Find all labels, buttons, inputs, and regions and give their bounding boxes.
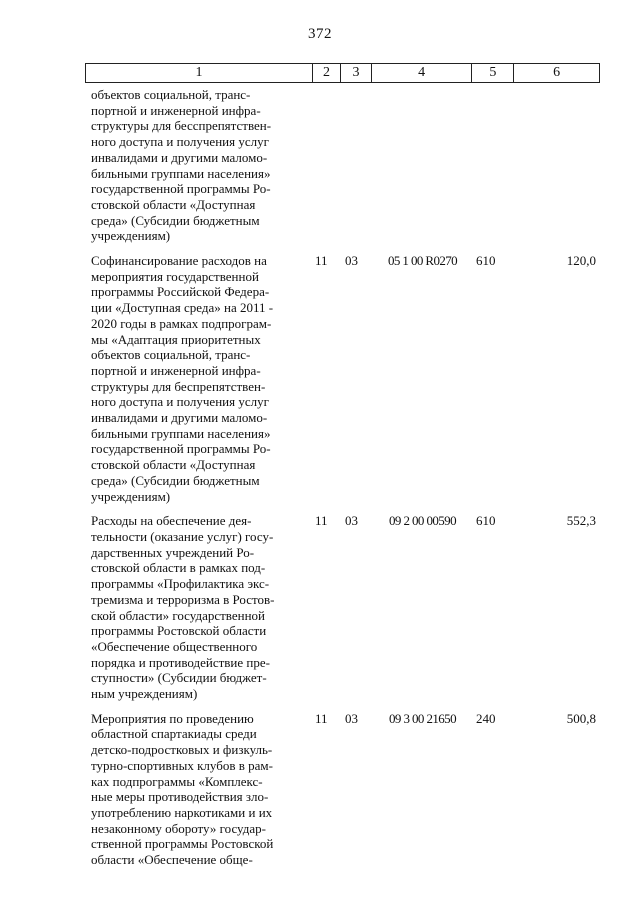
page-number: 372 [308,26,332,42]
row-description: Мероприятия по проведению областной спартакиады среди детско-подростковых и физкуль- турно-спортивных клубов в рам- ках подпрограммы «Комплекс- ные меры противодействия зло- употреблению наркотиками и их незаконному обороту» государ- ственной программы Ростовской области «Обеспечение обще- [91,710,274,868]
header-col-1: 1 [86,64,313,82]
table-row [85,87,600,244]
row-target-code: 09 3 00 21650 [389,710,456,726]
row-section: 11 [315,513,328,529]
row-subsection [341,87,372,244]
row-section: 11 [315,710,328,726]
row-expense-type: 240 [476,710,496,726]
row-subsection: 03 [345,710,358,726]
header-col-2: 2 [313,64,341,82]
table-body [85,87,600,868]
row-expense-type: 610 [476,513,496,529]
header-col-4: 4 [372,64,473,82]
row-description: Софинансирование расходов на мероприятия государственной программы Российской Федера- ции «Доступная среда» на 2011 - 2020 годы в рамках подпрограм- мы «Адаптация приоритетных объектов социальной, транс- портной и инженерной инфра- структуры для беспрепятствен- ного доступа и получения услуг инвалидами и другими маломо- бильными группами населения» государственной программы Ро- стовской области «Доступная среда» (Субсидии бюджетным учреждениям) [91,253,274,504]
header-col-5: 5 [472,64,514,82]
table-row [85,711,600,868]
row-subsection: 03 [345,253,358,269]
row-expense-type: 610 [476,253,496,269]
row-description: Расходы на обеспечение дея- тельности (оказание услуг) госу- дарственных учреждений Ро- стовской области в рамках под- программы «Профилактика экс- тремизма и терроризма в Ростов- ской области» государственной программы Ростовской области «Обеспечение общественного порядка и противодействие пре- ступности» (Субсидии бюджет- ным учреждениям) [91,513,275,702]
row-target-code: 09 2 00 00590 [389,513,456,529]
row-amount [515,87,598,244]
row-target-code: 05 1 00 R0270 [387,253,458,269]
row-amount: 500,8 [566,710,596,726]
row-expense-type [473,87,515,244]
row-section [311,87,341,244]
row-target-code [372,87,473,244]
header-col-6: 6 [553,65,561,80]
header-col-3: 3 [341,64,372,82]
row-amount: 120,0 [566,253,596,269]
row-description: объектов социальной, транс- портной и инженерной инфра- структуры для бесспрепятствен- ного доступа и получения услуг инвалидами и другими маломо- бильными группами населения» государственной программы Ро- стовской области «Доступная среда» (Субсидии бюджетным учреждениям) [91,87,272,244]
table-header [85,63,600,83]
row-section: 11 [315,253,328,269]
row-subsection: 03 [345,513,358,529]
row-amount: 552,3 [566,513,596,529]
table-row [85,513,600,701]
table-row [85,253,600,504]
